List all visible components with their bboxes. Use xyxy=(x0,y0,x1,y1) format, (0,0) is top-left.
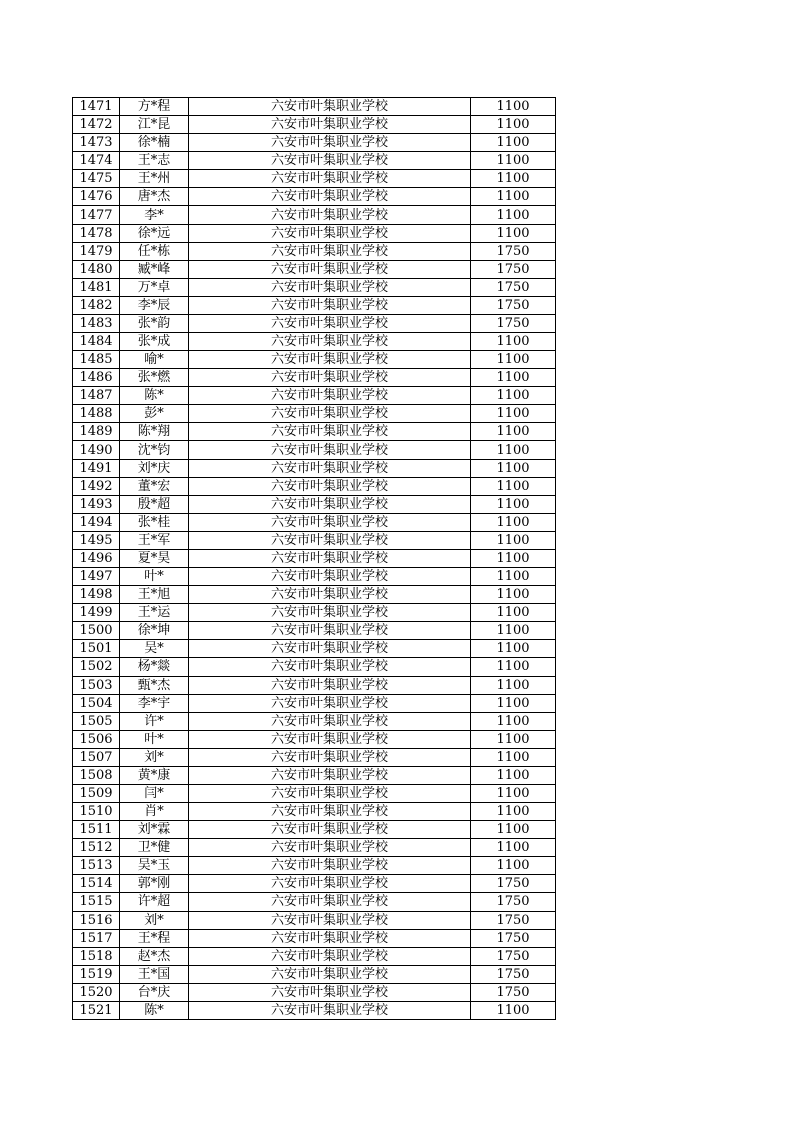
amount-cell: 1100 xyxy=(471,477,556,495)
row-number-cell: 1496 xyxy=(73,549,120,567)
table-row xyxy=(73,224,556,242)
school-name-cell: 六安市叶集职业学校 xyxy=(189,766,471,784)
amount-cell: 1100 xyxy=(471,784,556,802)
school-name-cell: 六安市叶集职业学校 xyxy=(189,405,471,423)
row-number-cell: 1504 xyxy=(73,694,120,712)
student-name-cell: 吴* xyxy=(120,640,189,658)
table-row xyxy=(73,98,556,116)
student-name-cell: 殷*超 xyxy=(120,495,189,513)
table-row xyxy=(73,170,556,188)
table-row xyxy=(73,549,556,567)
student-name-cell: 夏*昊 xyxy=(120,549,189,567)
school-name-cell: 六安市叶集职业学校 xyxy=(189,170,471,188)
student-name-cell: 李*辰 xyxy=(120,296,189,314)
amount-cell: 1100 xyxy=(471,586,556,604)
table-row xyxy=(73,278,556,296)
table-row xyxy=(73,766,556,784)
row-number-cell: 1477 xyxy=(73,206,120,224)
student-name-cell: 刘* xyxy=(120,911,189,929)
amount-cell: 1100 xyxy=(471,712,556,730)
row-number-cell: 1488 xyxy=(73,405,120,423)
subsidy-table xyxy=(72,97,556,1020)
table-row xyxy=(73,947,556,965)
amount-cell: 1100 xyxy=(471,369,556,387)
amount-cell: 1100 xyxy=(471,152,556,170)
student-name-cell: 刘*霖 xyxy=(120,821,189,839)
row-number-cell: 1519 xyxy=(73,965,120,983)
row-number-cell: 1520 xyxy=(73,983,120,1001)
row-number-cell: 1482 xyxy=(73,296,120,314)
student-name-cell: 许* xyxy=(120,712,189,730)
school-name-cell: 六安市叶集职业学校 xyxy=(189,296,471,314)
amount-cell: 1100 xyxy=(471,333,556,351)
amount-cell: 1100 xyxy=(471,766,556,784)
row-number-cell: 1509 xyxy=(73,784,120,802)
school-name-cell: 六安市叶集职业学校 xyxy=(189,531,471,549)
student-name-cell: 唐*杰 xyxy=(120,188,189,206)
table-row xyxy=(73,441,556,459)
student-name-cell: 王*州 xyxy=(120,170,189,188)
student-name-cell: 陈* xyxy=(120,387,189,405)
student-name-cell: 张*成 xyxy=(120,333,189,351)
amount-cell: 1100 xyxy=(471,839,556,857)
school-name-cell: 六安市叶集职业学校 xyxy=(189,549,471,567)
school-name-cell: 六安市叶集职业学校 xyxy=(189,351,471,369)
row-number-cell: 1502 xyxy=(73,658,120,676)
student-name-cell: 徐*远 xyxy=(120,224,189,242)
amount-cell: 1100 xyxy=(471,405,556,423)
student-name-cell: 张*韵 xyxy=(120,314,189,332)
row-number-cell: 1486 xyxy=(73,369,120,387)
student-name-cell: 臧*峰 xyxy=(120,260,189,278)
amount-cell: 1750 xyxy=(471,983,556,1001)
amount-cell: 1100 xyxy=(471,1001,556,1019)
table-row xyxy=(73,531,556,549)
table-row xyxy=(73,803,556,821)
row-number-cell: 1513 xyxy=(73,857,120,875)
row-number-cell: 1500 xyxy=(73,622,120,640)
school-name-cell: 六安市叶集职业学校 xyxy=(189,821,471,839)
table-row xyxy=(73,712,556,730)
school-name-cell: 六安市叶集职业学校 xyxy=(189,423,471,441)
student-name-cell: 徐*坤 xyxy=(120,622,189,640)
table-row xyxy=(73,242,556,260)
row-number-cell: 1514 xyxy=(73,875,120,893)
table-row xyxy=(73,586,556,604)
row-number-cell: 1521 xyxy=(73,1001,120,1019)
amount-cell: 1100 xyxy=(471,441,556,459)
row-number-cell: 1479 xyxy=(73,242,120,260)
student-name-cell: 喻* xyxy=(120,351,189,369)
amount-cell: 1100 xyxy=(471,568,556,586)
school-name-cell: 六安市叶集职业学校 xyxy=(189,278,471,296)
amount-cell: 1100 xyxy=(471,821,556,839)
student-name-cell: 闫* xyxy=(120,784,189,802)
amount-cell: 1100 xyxy=(471,495,556,513)
amount-cell: 1750 xyxy=(471,947,556,965)
table-row xyxy=(73,983,556,1001)
amount-cell: 1100 xyxy=(471,224,556,242)
amount-cell: 1100 xyxy=(471,857,556,875)
row-number-cell: 1495 xyxy=(73,531,120,549)
row-number-cell: 1471 xyxy=(73,98,120,116)
school-name-cell: 六安市叶集职业学校 xyxy=(189,459,471,477)
school-name-cell: 六安市叶集职业学校 xyxy=(189,98,471,116)
table-row xyxy=(73,116,556,134)
school-name-cell: 六安市叶集职业学校 xyxy=(189,965,471,983)
school-name-cell: 六安市叶集职业学校 xyxy=(189,387,471,405)
student-name-cell: 王*程 xyxy=(120,929,189,947)
amount-cell: 1100 xyxy=(471,188,556,206)
school-name-cell: 六安市叶集职业学校 xyxy=(189,622,471,640)
amount-cell: 1750 xyxy=(471,893,556,911)
student-name-cell: 王*国 xyxy=(120,965,189,983)
amount-cell: 1750 xyxy=(471,929,556,947)
student-name-cell: 沈*钧 xyxy=(120,441,189,459)
row-number-cell: 1475 xyxy=(73,170,120,188)
amount-cell: 1100 xyxy=(471,351,556,369)
school-name-cell: 六安市叶集职业学校 xyxy=(189,784,471,802)
amount-cell: 1100 xyxy=(471,170,556,188)
school-name-cell: 六安市叶集职业学校 xyxy=(189,586,471,604)
table-body xyxy=(73,98,556,1020)
row-number-cell: 1510 xyxy=(73,803,120,821)
school-name-cell: 六安市叶集职业学校 xyxy=(189,640,471,658)
table-row xyxy=(73,748,556,766)
amount-cell: 1100 xyxy=(471,694,556,712)
table-row xyxy=(73,369,556,387)
school-name-cell: 六安市叶集职业学校 xyxy=(189,875,471,893)
student-name-cell: 叶* xyxy=(120,568,189,586)
table-row xyxy=(73,604,556,622)
table-row xyxy=(73,134,556,152)
row-number-cell: 1497 xyxy=(73,568,120,586)
table-row xyxy=(73,965,556,983)
table-row xyxy=(73,314,556,332)
student-name-cell: 杨*燚 xyxy=(120,658,189,676)
student-name-cell: 李* xyxy=(120,206,189,224)
table-row xyxy=(73,405,556,423)
row-number-cell: 1499 xyxy=(73,604,120,622)
school-name-cell: 六安市叶集职业学校 xyxy=(189,748,471,766)
row-number-cell: 1507 xyxy=(73,748,120,766)
amount-cell: 1100 xyxy=(471,134,556,152)
table-row xyxy=(73,477,556,495)
student-name-cell: 任*栋 xyxy=(120,242,189,260)
student-name-cell: 台*庆 xyxy=(120,983,189,1001)
table-row xyxy=(73,875,556,893)
amount-cell: 1750 xyxy=(471,965,556,983)
row-number-cell: 1487 xyxy=(73,387,120,405)
amount-cell: 1100 xyxy=(471,748,556,766)
student-name-cell: 刘* xyxy=(120,748,189,766)
table-row xyxy=(73,260,556,278)
amount-cell: 1100 xyxy=(471,459,556,477)
school-name-cell: 六安市叶集职业学校 xyxy=(189,857,471,875)
row-number-cell: 1515 xyxy=(73,893,120,911)
amount-cell: 1750 xyxy=(471,875,556,893)
amount-cell: 1100 xyxy=(471,676,556,694)
amount-cell: 1100 xyxy=(471,658,556,676)
school-name-cell: 六安市叶集职业学校 xyxy=(189,839,471,857)
student-name-cell: 陈* xyxy=(120,1001,189,1019)
row-number-cell: 1511 xyxy=(73,821,120,839)
school-name-cell: 六安市叶集职业学校 xyxy=(189,134,471,152)
student-name-cell: 王*运 xyxy=(120,604,189,622)
amount-cell: 1100 xyxy=(471,116,556,134)
table-row xyxy=(73,658,556,676)
row-number-cell: 1492 xyxy=(73,477,120,495)
row-number-cell: 1481 xyxy=(73,278,120,296)
table-row xyxy=(73,1001,556,1019)
row-number-cell: 1491 xyxy=(73,459,120,477)
school-name-cell: 六安市叶集职业学校 xyxy=(189,947,471,965)
school-name-cell: 六安市叶集职业学校 xyxy=(189,694,471,712)
table-row xyxy=(73,206,556,224)
school-name-cell: 六安市叶集职业学校 xyxy=(189,712,471,730)
table-row xyxy=(73,893,556,911)
table-row xyxy=(73,152,556,170)
amount-cell: 1100 xyxy=(471,206,556,224)
amount-cell: 1750 xyxy=(471,314,556,332)
student-name-cell: 赵*杰 xyxy=(120,947,189,965)
row-number-cell: 1518 xyxy=(73,947,120,965)
table-row xyxy=(73,513,556,531)
table-row xyxy=(73,188,556,206)
amount-cell: 1100 xyxy=(471,622,556,640)
school-name-cell: 六安市叶集职业学校 xyxy=(189,314,471,332)
student-name-cell: 甄*杰 xyxy=(120,676,189,694)
student-name-cell: 刘*庆 xyxy=(120,459,189,477)
table-row xyxy=(73,694,556,712)
school-name-cell: 六安市叶集职业学校 xyxy=(189,604,471,622)
table-row xyxy=(73,730,556,748)
school-name-cell: 六安市叶集职业学校 xyxy=(189,333,471,351)
school-name-cell: 六安市叶集职业学校 xyxy=(189,803,471,821)
row-number-cell: 1494 xyxy=(73,513,120,531)
table-row xyxy=(73,459,556,477)
row-number-cell: 1490 xyxy=(73,441,120,459)
school-name-cell: 六安市叶集职业学校 xyxy=(189,568,471,586)
table-row xyxy=(73,495,556,513)
row-number-cell: 1472 xyxy=(73,116,120,134)
student-name-cell: 万*卓 xyxy=(120,278,189,296)
student-name-cell: 张*燃 xyxy=(120,369,189,387)
table-row xyxy=(73,387,556,405)
amount-cell: 1100 xyxy=(471,730,556,748)
school-name-cell: 六安市叶集职业学校 xyxy=(189,893,471,911)
row-number-cell: 1478 xyxy=(73,224,120,242)
row-number-cell: 1493 xyxy=(73,495,120,513)
school-name-cell: 六安市叶集职业学校 xyxy=(189,477,471,495)
table-row xyxy=(73,622,556,640)
student-name-cell: 李*宇 xyxy=(120,694,189,712)
school-name-cell: 六安市叶集职业学校 xyxy=(189,242,471,260)
school-name-cell: 六安市叶集职业学校 xyxy=(189,929,471,947)
table-row xyxy=(73,929,556,947)
row-number-cell: 1489 xyxy=(73,423,120,441)
amount-cell: 1100 xyxy=(471,531,556,549)
student-name-cell: 陈*翔 xyxy=(120,423,189,441)
school-name-cell: 六安市叶集职业学校 xyxy=(189,676,471,694)
table-row xyxy=(73,821,556,839)
row-number-cell: 1473 xyxy=(73,134,120,152)
student-name-cell: 肖* xyxy=(120,803,189,821)
student-name-cell: 卫*健 xyxy=(120,839,189,857)
row-number-cell: 1480 xyxy=(73,260,120,278)
table-row xyxy=(73,839,556,857)
row-number-cell: 1483 xyxy=(73,314,120,332)
row-number-cell: 1484 xyxy=(73,333,120,351)
school-name-cell: 六安市叶集职业学校 xyxy=(189,224,471,242)
amount-cell: 1100 xyxy=(471,803,556,821)
amount-cell: 1100 xyxy=(471,387,556,405)
row-number-cell: 1503 xyxy=(73,676,120,694)
student-name-cell: 许*超 xyxy=(120,893,189,911)
amount-cell: 1750 xyxy=(471,296,556,314)
student-name-cell: 董*宏 xyxy=(120,477,189,495)
amount-cell: 1100 xyxy=(471,640,556,658)
amount-cell: 1100 xyxy=(471,98,556,116)
school-name-cell: 六安市叶集职业学校 xyxy=(189,730,471,748)
school-name-cell: 六安市叶集职业学校 xyxy=(189,441,471,459)
school-name-cell: 六安市叶集职业学校 xyxy=(189,1001,471,1019)
amount-cell: 1100 xyxy=(471,513,556,531)
table-row xyxy=(73,351,556,369)
student-name-cell: 王*军 xyxy=(120,531,189,549)
student-name-cell: 徐*楠 xyxy=(120,134,189,152)
school-name-cell: 六安市叶集职业学校 xyxy=(189,116,471,134)
school-name-cell: 六安市叶集职业学校 xyxy=(189,495,471,513)
table-row xyxy=(73,640,556,658)
student-name-cell: 张*桂 xyxy=(120,513,189,531)
table-row xyxy=(73,784,556,802)
student-name-cell: 王*志 xyxy=(120,152,189,170)
school-name-cell: 六安市叶集职业学校 xyxy=(189,983,471,1001)
student-name-cell: 黄*康 xyxy=(120,766,189,784)
row-number-cell: 1485 xyxy=(73,351,120,369)
table-row xyxy=(73,296,556,314)
table-row xyxy=(73,568,556,586)
row-number-cell: 1517 xyxy=(73,929,120,947)
table-row xyxy=(73,333,556,351)
amount-cell: 1750 xyxy=(471,911,556,929)
table-row xyxy=(73,857,556,875)
amount-cell: 1100 xyxy=(471,423,556,441)
table-row xyxy=(73,911,556,929)
row-number-cell: 1498 xyxy=(73,586,120,604)
row-number-cell: 1516 xyxy=(73,911,120,929)
student-name-cell: 江*昆 xyxy=(120,116,189,134)
row-number-cell: 1501 xyxy=(73,640,120,658)
student-name-cell: 方*程 xyxy=(120,98,189,116)
table-row xyxy=(73,676,556,694)
row-number-cell: 1476 xyxy=(73,188,120,206)
school-name-cell: 六安市叶集职业学校 xyxy=(189,513,471,531)
amount-cell: 1750 xyxy=(471,260,556,278)
amount-cell: 1750 xyxy=(471,242,556,260)
amount-cell: 1100 xyxy=(471,549,556,567)
school-name-cell: 六安市叶集职业学校 xyxy=(189,206,471,224)
row-number-cell: 1508 xyxy=(73,766,120,784)
row-number-cell: 1506 xyxy=(73,730,120,748)
student-name-cell: 王*旭 xyxy=(120,586,189,604)
school-name-cell: 六安市叶集职业学校 xyxy=(189,260,471,278)
row-number-cell: 1505 xyxy=(73,712,120,730)
row-number-cell: 1474 xyxy=(73,152,120,170)
school-name-cell: 六安市叶集职业学校 xyxy=(189,152,471,170)
amount-cell: 1750 xyxy=(471,278,556,296)
student-name-cell: 吴*玉 xyxy=(120,857,189,875)
school-name-cell: 六安市叶集职业学校 xyxy=(189,658,471,676)
table-row xyxy=(73,423,556,441)
student-name-cell: 叶* xyxy=(120,730,189,748)
school-name-cell: 六安市叶集职业学校 xyxy=(189,188,471,206)
student-name-cell: 郭*刚 xyxy=(120,875,189,893)
school-name-cell: 六安市叶集职业学校 xyxy=(189,911,471,929)
amount-cell: 1100 xyxy=(471,604,556,622)
student-name-cell: 彭* xyxy=(120,405,189,423)
row-number-cell: 1512 xyxy=(73,839,120,857)
school-name-cell: 六安市叶集职业学校 xyxy=(189,369,471,387)
